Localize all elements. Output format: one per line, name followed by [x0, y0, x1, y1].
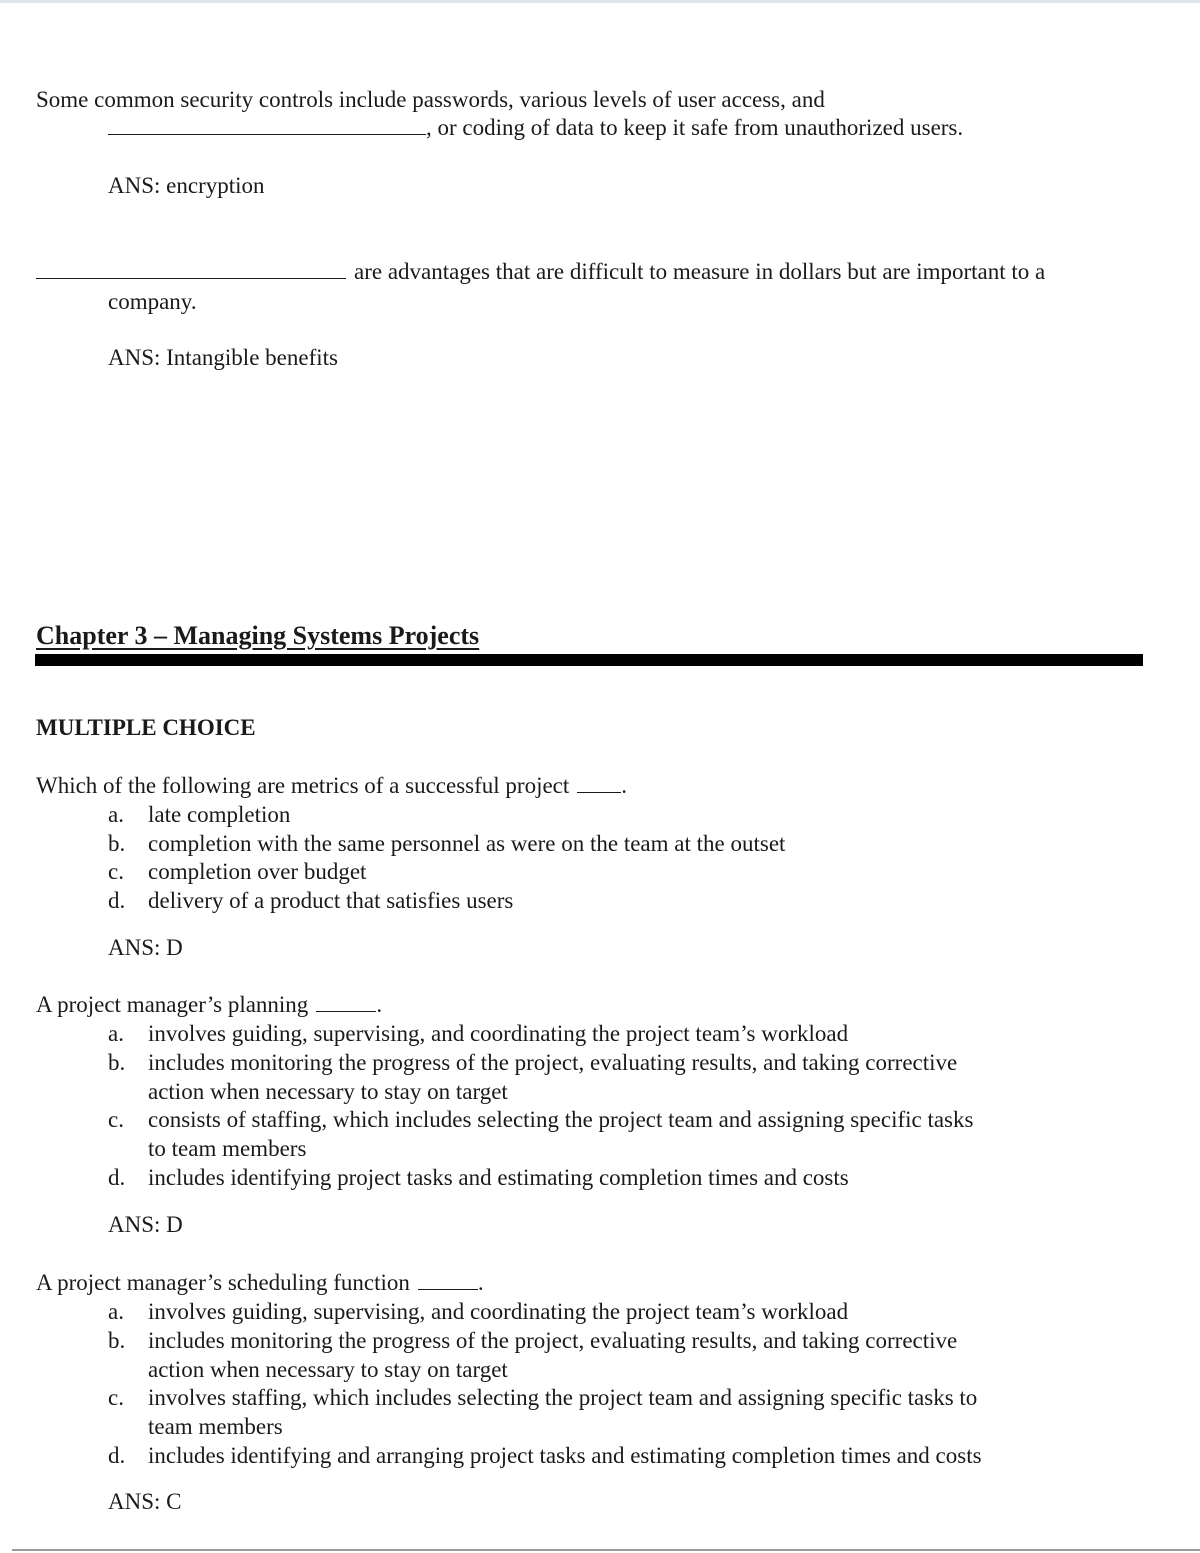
- question-intangible-line2: company.: [108, 289, 197, 314]
- chapter-divider: [35, 654, 1143, 666]
- option-letter: d.: [108, 1165, 126, 1190]
- option-letter: c.: [108, 859, 124, 884]
- option-letter: b.: [108, 1328, 126, 1353]
- option-text: completion with the same personnel as were on the team at the outset: [148, 831, 786, 856]
- option-text: consists of staffing, which includes selecting the project team and assigning specific tasks: [148, 1107, 974, 1132]
- answer-blank: [36, 258, 346, 279]
- mc-question-stem: [36, 1269, 484, 1297]
- option-letter: d.: [108, 888, 126, 913]
- option-letter: c.: [108, 1385, 124, 1410]
- question-intangible-line1: [36, 258, 1045, 286]
- chapter-title: Chapter 3 – Managing Systems Projects: [36, 621, 480, 650]
- option-text: delivery of a product that satisfies users: [148, 888, 514, 913]
- mc-answer: ANS: D: [108, 1212, 183, 1237]
- option-text: action when necessary to stay on target: [148, 1079, 508, 1104]
- mc-question-stem: [36, 991, 382, 1019]
- option-letter: c.: [108, 1107, 124, 1132]
- option-text: completion over budget: [148, 859, 367, 884]
- option-text: late completion: [148, 802, 291, 827]
- option-letter: b.: [108, 831, 126, 856]
- option-text: involves guiding, supervising, and coordinating the project team’s workload: [148, 1021, 849, 1046]
- option-text: includes identifying project tasks and estimating completion times and costs: [148, 1165, 849, 1190]
- question-encryption-line2-text: , or coding of data to keep it safe from unauthorized users.: [426, 115, 964, 140]
- option-letter: a.: [108, 1299, 124, 1324]
- answer-blank: [108, 114, 426, 135]
- option-letter: a.: [108, 802, 124, 827]
- answer-blank: [418, 1269, 478, 1290]
- section-title: MULTIPLE CHOICE: [36, 715, 256, 740]
- page-top-edge: [0, 0, 1200, 3]
- page-bottom-divider: [12, 1549, 1200, 1551]
- answer-blank: [316, 991, 376, 1012]
- question-encryption-line1: Some common security controls include passwords, various levels of user access, and: [36, 87, 825, 112]
- mc-question-stem: [36, 772, 627, 800]
- answer-blank: [577, 772, 621, 793]
- option-text: includes monitoring the progress of the project, evaluating results, and taking corrective: [148, 1328, 958, 1353]
- stem-end: .: [376, 992, 383, 1017]
- option-text: to team members: [148, 1136, 307, 1161]
- option-letter: a.: [108, 1021, 124, 1046]
- mc-answer: ANS: C: [108, 1489, 182, 1514]
- option-text: involves guiding, supervising, and coordinating the project team’s workload: [148, 1299, 849, 1324]
- mc-answer: ANS: D: [108, 935, 183, 960]
- mc-question-stem-text: A project manager’s scheduling function: [36, 1270, 410, 1295]
- answer-encryption: ANS: encryption: [108, 173, 265, 198]
- option-text: includes identifying and arranging project tasks and estimating completion times and costs: [148, 1443, 982, 1468]
- option-letter: b.: [108, 1050, 126, 1075]
- option-text: involves staffing, which includes selecting the project team and assigning specific tasks to: [148, 1385, 978, 1410]
- option-text: includes monitoring the progress of the project, evaluating results, and taking corrective: [148, 1050, 958, 1075]
- option-text: action when necessary to stay on target: [148, 1357, 508, 1382]
- stem-end: .: [477, 1270, 484, 1295]
- mc-question-stem-text: A project manager’s planning: [36, 992, 309, 1017]
- answer-intangible: ANS: Intangible benefits: [108, 345, 338, 370]
- option-letter: d.: [108, 1443, 126, 1468]
- option-text: team members: [148, 1414, 283, 1439]
- question-intangible-line1-text: are advantages that are difficult to measure in dollars but are important to a: [354, 259, 1046, 284]
- stem-end: .: [621, 773, 628, 798]
- mc-question-stem-text: Which of the following are metrics of a successful project: [36, 773, 570, 798]
- question-encryption-line2: [108, 114, 963, 142]
